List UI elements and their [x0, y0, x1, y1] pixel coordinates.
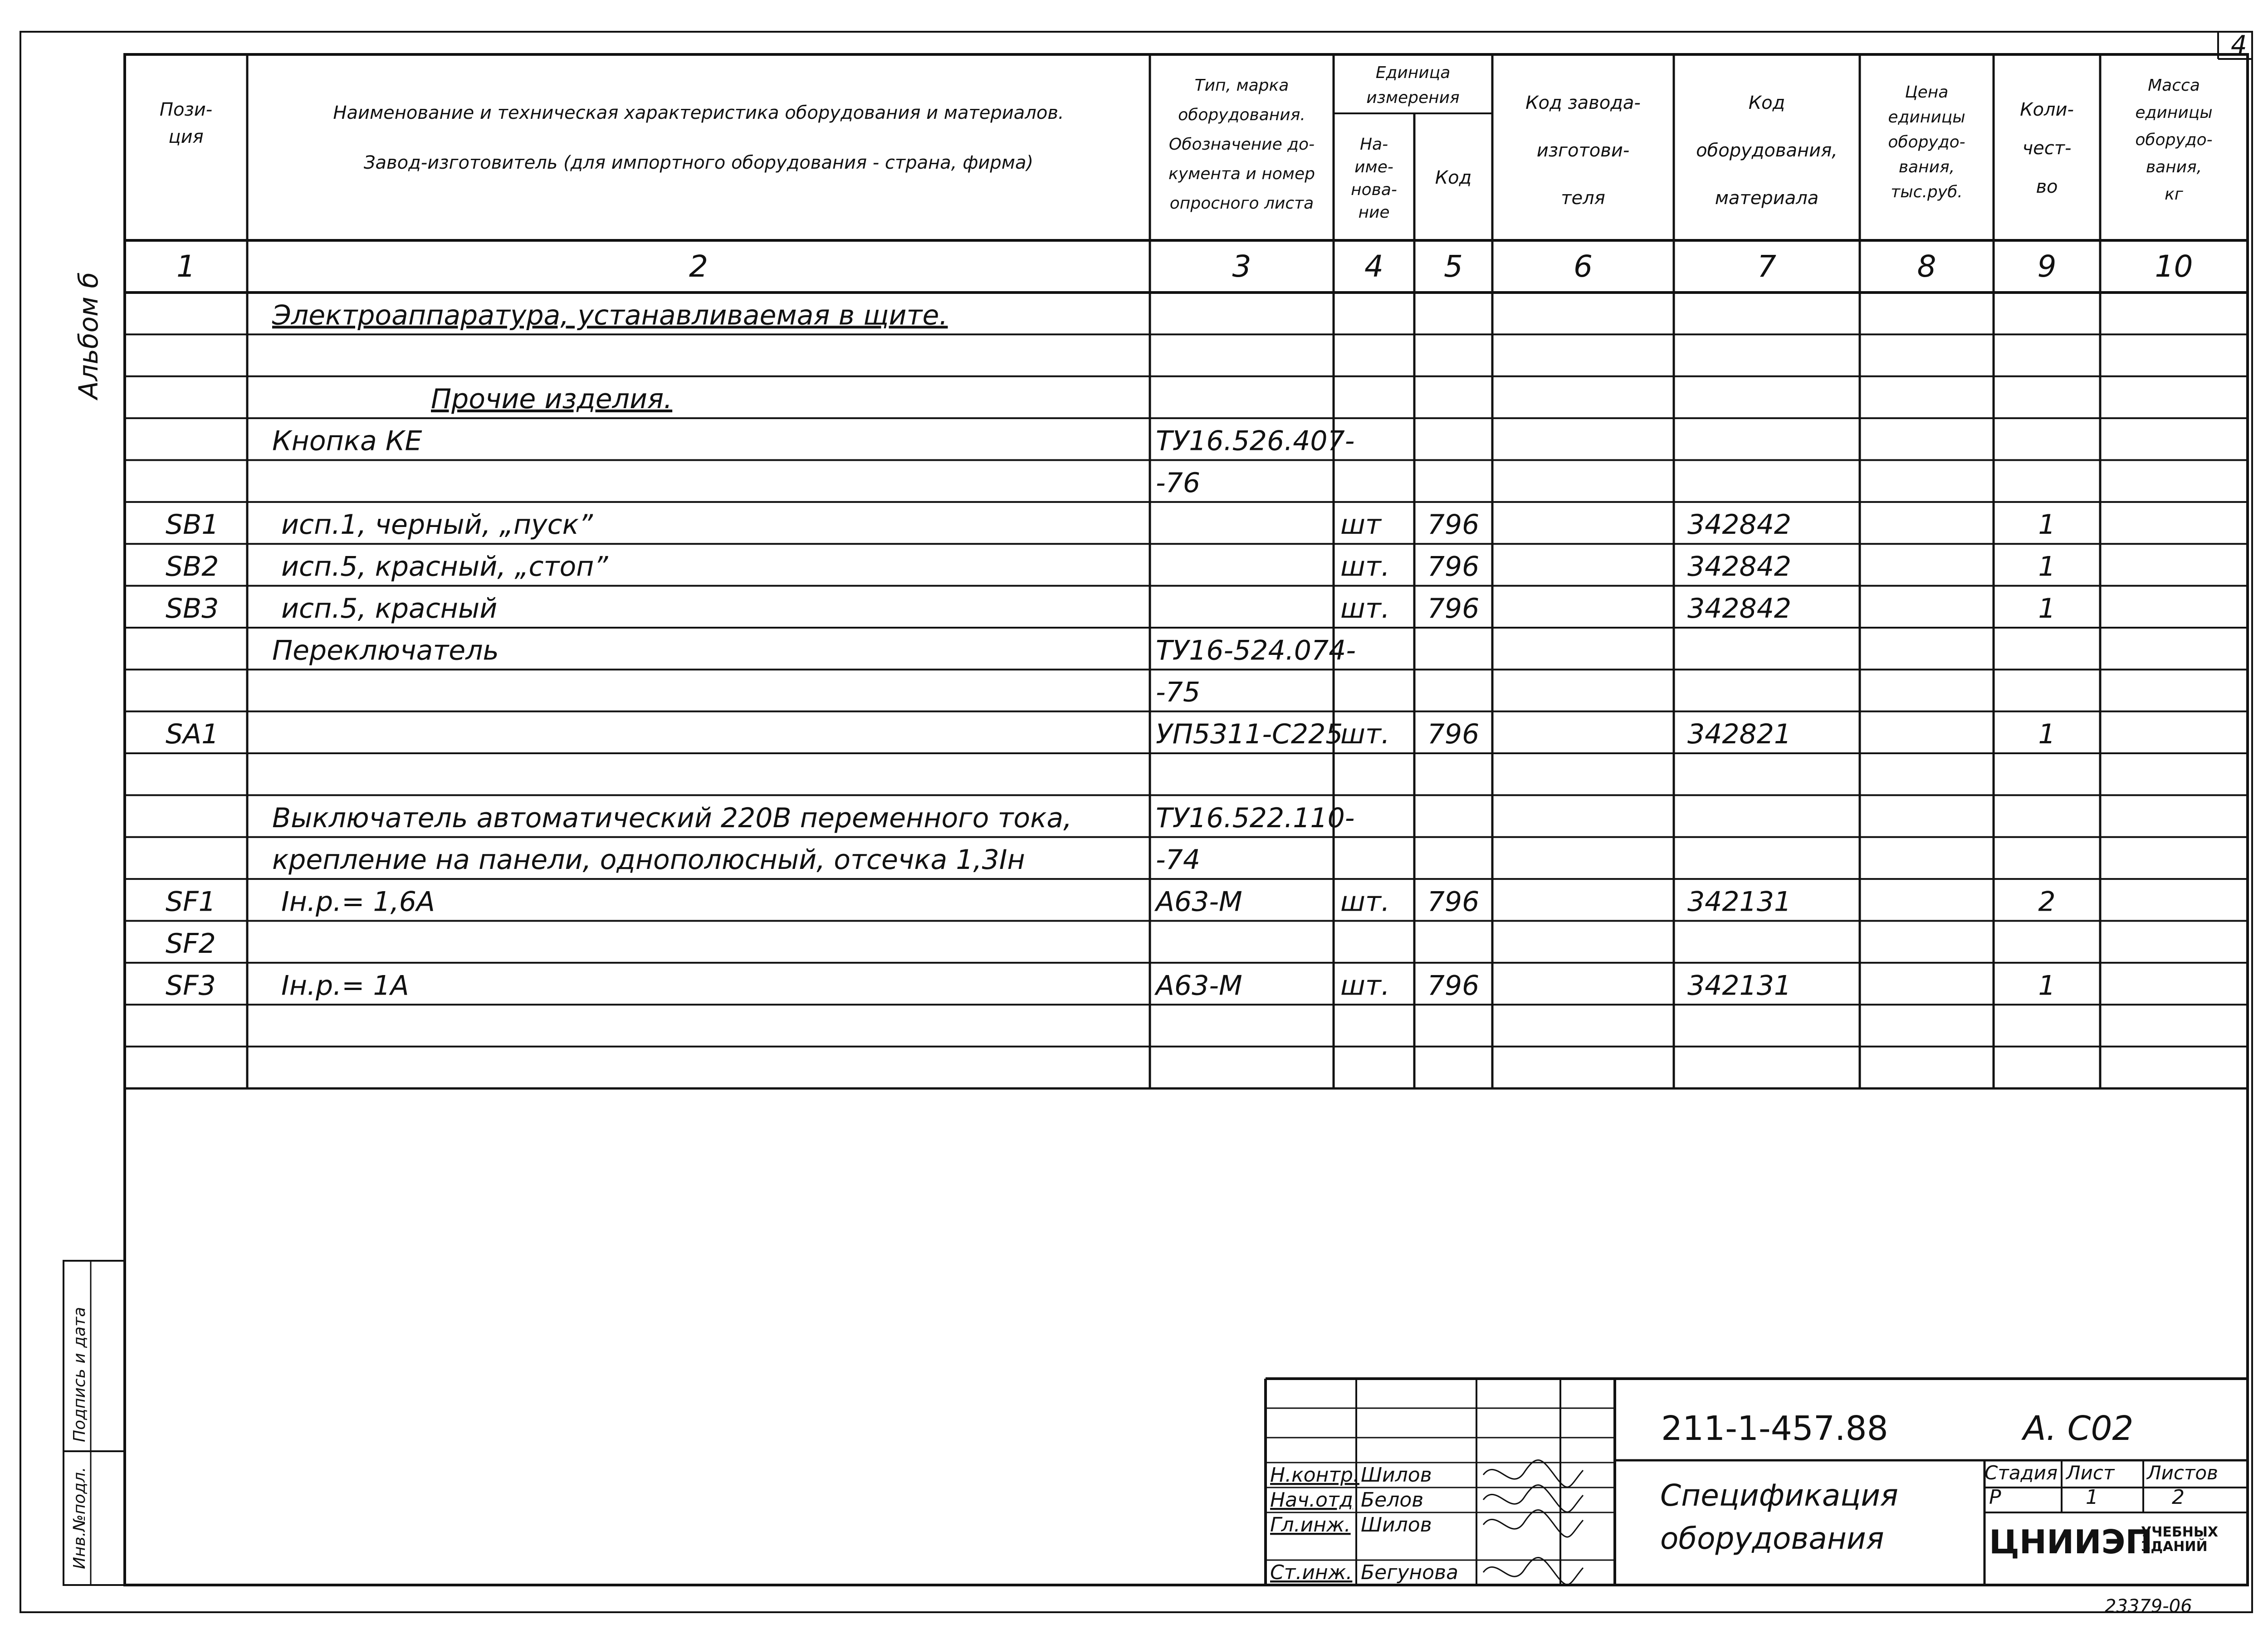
binding-stamp: [64, 1261, 125, 1585]
column-number: 2: [689, 249, 708, 284]
table-header: [160, 63, 2213, 222]
cell-type: А63-М: [1156, 970, 1242, 1002]
header-mass: вания,: [2146, 158, 2202, 176]
cell-name: Электроаппаратура, устанавливаемая в щите.: [272, 299, 948, 332]
cell-position: SA1: [166, 718, 219, 751]
header-price: тыс.руб.: [1891, 183, 1963, 201]
cell-name: Переключатель: [272, 634, 499, 667]
cell-position: SF2: [166, 927, 216, 960]
staff-name: Шилов: [1361, 1513, 1432, 1536]
title-block: [1266, 1379, 2248, 1585]
cell-name: Iн.р.= 1А: [281, 970, 409, 1002]
header-position: Пози-: [159, 99, 213, 120]
cell-equipment-code: 342821: [1687, 718, 1792, 751]
cell-unit-code: 796: [1427, 970, 1480, 1002]
header-unit-name: име-: [1354, 158, 1393, 176]
signature: [1483, 1460, 1583, 1487]
header-mass: Масса: [2148, 76, 2200, 95]
cell-unit-code: 796: [1427, 718, 1480, 751]
column-number: 9: [2037, 249, 2057, 284]
sheets-value: 2: [2172, 1486, 2185, 1509]
column-number: 7: [1757, 249, 1776, 284]
header-unit-name: ние: [1358, 203, 1390, 222]
stamp-signature-date: Подпись и дата: [70, 1307, 89, 1442]
staff-name: Шилов: [1361, 1463, 1432, 1487]
cell-unit-code: 796: [1427, 551, 1480, 583]
sheets-label: Листов: [2147, 1462, 2218, 1484]
header-mass: оборудо-: [2135, 131, 2213, 149]
header-type: Обозначение до-: [1168, 135, 1315, 154]
cell-position: SB1: [166, 509, 219, 541]
header-equipment-code: материала: [1715, 188, 1819, 209]
header-unit: Единица: [1375, 63, 1451, 82]
header-position: ция: [168, 127, 204, 147]
cell-quantity: 1: [2038, 509, 2056, 541]
cell-equipment-code: 342131: [1687, 886, 1792, 918]
cell-name: Кнопка КЕ: [272, 425, 422, 457]
cell-quantity: 1: [2038, 970, 2056, 1002]
column-number: 6: [1574, 249, 1593, 284]
header-name: Завод-изготовитель (для импортного оборудования - страна, фирма): [363, 152, 1034, 173]
sheet-code: А. С02: [2023, 1409, 2134, 1448]
cell-name: исп.5, красный: [281, 592, 498, 624]
cell-type: ТУ16.526.407-: [1156, 425, 1355, 457]
header-type: кумента и номер: [1168, 165, 1315, 183]
column-number: 5: [1444, 249, 1463, 284]
cell-name: исп.1, черный, „пуск”: [281, 509, 593, 541]
column-number: 8: [1917, 249, 1936, 284]
staff-role: Нач.отд: [1270, 1488, 1354, 1512]
signature: [1483, 1557, 1583, 1585]
signature: [1483, 1485, 1583, 1512]
cell-unit-code: 796: [1427, 886, 1480, 918]
stamp-inventory-no: Инв.№подл.: [70, 1467, 89, 1569]
header-unit-code: Код: [1435, 167, 1472, 188]
sheet-number: 4: [2231, 30, 2247, 60]
header-price: единицы: [1888, 108, 1965, 127]
stage-value: Р: [1989, 1486, 2001, 1509]
cell-name: Iн.р.= 1,6А: [281, 886, 435, 918]
cell-unit: шт.: [1340, 718, 1390, 751]
cell-position: SB2: [166, 551, 219, 583]
cell-position: SB3: [166, 592, 219, 624]
cell-type: -75: [1156, 676, 1200, 708]
header-equipment-code: Код: [1748, 93, 1785, 113]
header-unit-name: нова-: [1351, 180, 1397, 199]
cell-name: Выключатель автоматический 220В переменного тока,: [272, 802, 1072, 834]
staff-role: Гл.инж.: [1270, 1513, 1351, 1536]
cell-equipment-code: 342842: [1687, 551, 1792, 583]
signature: [1483, 1510, 1583, 1537]
cell-quantity: 1: [2038, 551, 2056, 583]
doc-code: 211-1-457.88: [1661, 1409, 1888, 1448]
header-factory-code: теля: [1561, 188, 1605, 209]
column-number: 1: [176, 249, 196, 284]
staff-role: Н.контр.: [1270, 1463, 1359, 1487]
cell-unit: шт.: [1340, 970, 1390, 1002]
header-factory-code: изготови-: [1536, 140, 1630, 161]
header-type: опросного листа: [1169, 194, 1314, 213]
staff-role: Ст.инж.: [1270, 1561, 1353, 1584]
cell-unit-code: 796: [1427, 592, 1480, 624]
header-type: Тип, марка: [1194, 76, 1289, 95]
header-quantity: Коли-: [2020, 99, 2074, 120]
column-number-row: [176, 249, 2193, 284]
column-number: 3: [1232, 249, 1251, 284]
cell-name: исп.5, красный, „стоп”: [281, 551, 608, 583]
header-factory-code: Код завода-: [1525, 93, 1641, 113]
cell-type: ТУ16-524.074-: [1156, 634, 1356, 667]
header-quantity: чест-: [2022, 138, 2072, 159]
cell-type: УП5311-С225: [1156, 718, 1343, 751]
sheet-label: Лист: [2066, 1462, 2115, 1484]
cell-quantity: 1: [2038, 718, 2056, 751]
column-number: 4: [1364, 249, 1383, 284]
staff-name: Бегунова: [1361, 1561, 1458, 1584]
header-unit: измерения: [1366, 88, 1460, 107]
staff-list: [1270, 1460, 1583, 1585]
cell-type: -76: [1156, 467, 1200, 499]
header-name: Наименование и техническая характеристика оборудования и материалов.: [333, 102, 1064, 123]
staff-name: Белов: [1361, 1488, 1424, 1512]
sheet-value: 1: [2086, 1486, 2098, 1509]
org-sub-1: УЧЕБНЫХ: [2141, 1524, 2219, 1540]
cell-quantity: 1: [2038, 592, 2056, 624]
cell-unit-code: 796: [1427, 509, 1480, 541]
header-quantity: во: [2036, 176, 2058, 197]
doc-title-line-2: оборудования: [1660, 1521, 1884, 1556]
cell-equipment-code: 342131: [1687, 970, 1792, 1002]
header-mass: кг: [2165, 185, 2183, 204]
cell-unit: шт.: [1340, 592, 1390, 624]
archive-number: 23379-06: [2105, 1596, 2192, 1617]
cell-equipment-code: 342842: [1687, 509, 1792, 541]
cell-unit: шт.: [1340, 886, 1390, 918]
header-type: оборудования.: [1178, 106, 1305, 124]
org-sub-2: ЗДАНИЙ: [2141, 1539, 2208, 1555]
cell-unit: шт.: [1340, 551, 1390, 583]
cell-position: SF3: [166, 970, 216, 1002]
cell-unit: шт: [1340, 509, 1381, 541]
header-equipment-code: оборудования,: [1696, 140, 1838, 161]
table-body: [166, 299, 2056, 1001]
header-price: вания,: [1898, 158, 1955, 176]
org-name: ЦНИИЭП: [1989, 1523, 2153, 1561]
doc-title-line-1: Спецификация: [1660, 1478, 1898, 1513]
cell-name: крепление на панели, однополюсный, отсечка 1,3Iн: [272, 844, 1025, 876]
header-price: Цена: [1905, 83, 1949, 102]
cell-quantity: 2: [2038, 886, 2056, 918]
cell-type: А63-М: [1156, 886, 1242, 918]
header-unit-name: На-: [1359, 135, 1388, 154]
stage-label: Стадия: [1984, 1462, 2058, 1484]
cell-type: ТУ16.522.110-: [1156, 802, 1355, 834]
cell-equipment-code: 342842: [1687, 592, 1792, 624]
album-label: Альбом б: [73, 272, 104, 399]
cell-position: SF1: [166, 886, 216, 918]
header-price: оборудо-: [1888, 133, 1965, 151]
column-number: 10: [2155, 249, 2193, 284]
cell-type: -74: [1156, 844, 1200, 876]
header-mass: единицы: [2135, 103, 2213, 122]
cell-name: Прочие изделия.: [431, 383, 673, 415]
